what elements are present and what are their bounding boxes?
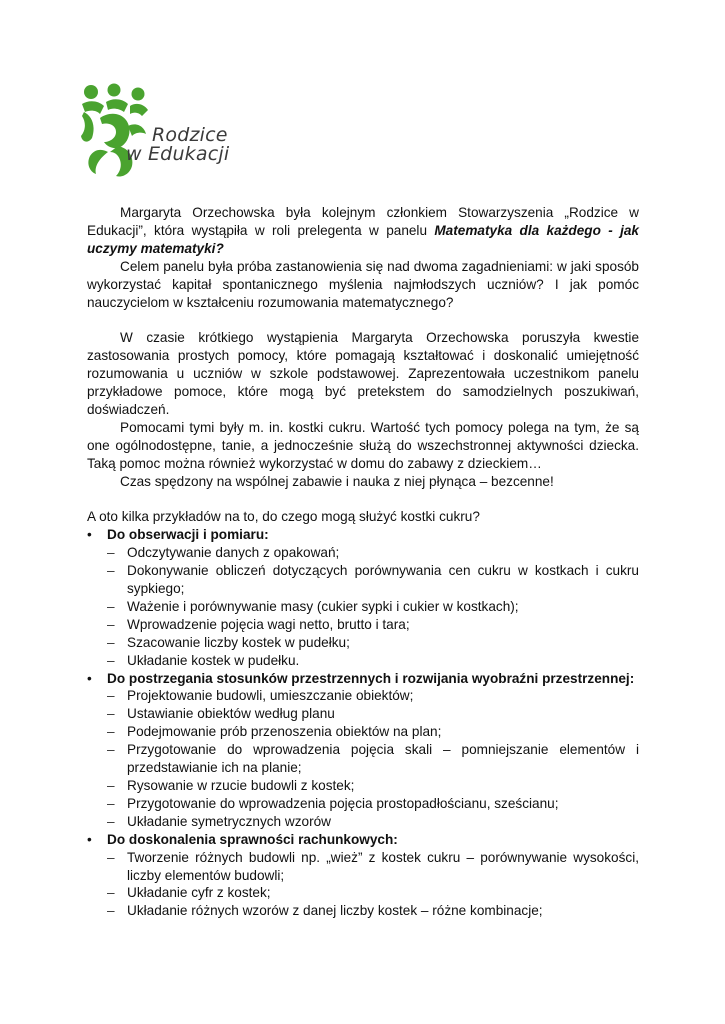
logo-text-line2: w Edukacji	[126, 143, 230, 165]
section-items	[107, 544, 639, 669]
list-item	[107, 687, 639, 705]
dash-icon: –	[107, 777, 115, 793]
paragraph-talk: W czasie krótkiego wystąpienia Margaryta Orzechowska poruszyła kwestie zastosowania prostych pomocy, które pomagają kształtować i doskonalić umiejętność rozumowania u uczniów w szkole podstawowej. Zaprezentowała uczestnikom panelu przykładowe pomoce, które mogą być pretekstem do samodzielnych poszukiwań, doświadczeń.	[87, 330, 639, 417]
dash-icon: –	[107, 903, 115, 919]
list-item-text: Dokonywanie obliczeń dotyczących porównywania cen cukru w kostkach i cukru sypkiego;	[127, 563, 639, 596]
list-item	[107, 795, 639, 813]
list-item	[107, 723, 639, 741]
dash-icon: –	[107, 598, 115, 614]
dash-icon: –	[107, 706, 115, 722]
list-item-text: Układanie różnych wzorów z danej liczby kostek – różne kombinacje;	[127, 903, 543, 919]
dash-icon: –	[107, 885, 115, 901]
list-item	[107, 813, 639, 831]
paragraph-intro-text: Margaryta Orzechowska była kolejnym członkiem Stowarzyszenia „Rodzice w Edukacji”, która wystąpiła w roli prelegenta w panelu	[87, 205, 639, 238]
list-item-text: Wprowadzenie pojęcia wagi netto, brutto i tara;	[127, 616, 410, 632]
panel-title: Matematyka dla każdego - jak uczymy matematyki?	[87, 222, 639, 256]
list-item	[107, 777, 639, 795]
bullet-icon: •	[87, 831, 92, 847]
spacer	[87, 311, 639, 329]
dash-icon: –	[107, 545, 115, 561]
list-item-text: Szacowanie liczby kostek w pudełku;	[127, 634, 350, 650]
list-item-text: Projektowanie budowli, umieszczanie obiektów;	[127, 688, 414, 704]
logo-figures-icon	[78, 82, 158, 182]
list-item-text: Podejmowanie prób przenoszenia obiektów na plan;	[127, 724, 442, 740]
list-item	[107, 616, 639, 634]
dash-icon: –	[107, 813, 115, 829]
dash-icon: –	[107, 724, 115, 740]
list-item-text: Odczytywanie danych z opakowań;	[127, 545, 340, 561]
dash-icon: –	[107, 634, 115, 650]
section-heading: Do obserwacji i pomiaru:	[107, 527, 269, 543]
dash-icon: –	[107, 742, 115, 758]
dash-icon: –	[107, 849, 115, 865]
dash-icon: –	[107, 652, 115, 668]
list-item	[107, 562, 639, 598]
list-item	[107, 598, 639, 616]
list-item-text: Układanie symetrycznych wzorów	[127, 813, 331, 829]
paragraph-sugar-cubes: Pomocami tymi były m. in. kostki cukru. Wartość tych pomocy polega na tym, że są one ogólnodostępne, tanie, a jednocześnie służą do wszechstronnej aktywności dziecka. Taką pomoc można również wykorzystać w domu do zabawy z dzieckiem…	[87, 419, 639, 471]
spacer	[87, 490, 639, 508]
list-item-text: Rysowanie w rzucie budowli z kostek;	[127, 777, 355, 793]
paragraph-intro	[87, 204, 639, 258]
list-item	[107, 544, 639, 562]
section-items	[107, 849, 639, 921]
paragraph-examples-question: A oto kilka przykładów na to, do czego mogą służyć kostki cukru?	[87, 509, 480, 525]
list-item-text: Tworzenie różnych budowli np. „wież” z kostek cukru – porównywanie wysokości, liczby elementów budowli;	[127, 849, 639, 883]
section-observation	[87, 526, 639, 669]
list-item-text: Przygotowanie do wprowadzenia pojęcia prostopadłościanu, sześcianu;	[127, 795, 559, 811]
bullet-icon: •	[87, 527, 92, 543]
dash-icon: –	[107, 563, 115, 579]
list-item	[107, 705, 639, 723]
section-items	[107, 687, 639, 830]
list-item	[107, 884, 639, 902]
list-item-text: Ważenie i porównywanie masy (cukier sypki i cukier w kostkach);	[127, 598, 519, 614]
list-item-text: Przygotowanie do wprowadzenia pojęcia skali – pomniejszanie elementów i przedstawianie ich na planie;	[127, 742, 639, 776]
list-item-text: Ustawianie obiektów według planu	[127, 706, 335, 722]
logo	[78, 82, 238, 182]
section-spatial	[87, 670, 639, 831]
logo-text-line1: Rodzice	[152, 124, 228, 146]
paragraph-goal: Celem panelu była próba zastanowienia się nad dwoma zagadnieniami: w jaki sposób wykorzystać kapitał spontanicznego myślenia najmłodszych uczniów? I jak pomóc nauczycielom w kształceniu rozumowania matematycznego?	[87, 258, 639, 310]
section-arithmetic	[87, 831, 639, 921]
dash-icon: –	[107, 616, 115, 632]
dash-icon: –	[107, 795, 115, 811]
document-body	[87, 204, 639, 920]
dash-icon: –	[107, 688, 115, 704]
bullet-icon: •	[87, 670, 92, 686]
list-item	[107, 849, 639, 885]
list-item-text: Układanie kostek w pudełku.	[127, 652, 300, 668]
section-heading: Do doskonalenia sprawności rachunkowych:	[107, 831, 398, 847]
section-heading: Do postrzegania stosunków przestrzennych i rozwijania wyobraźni przestrzennej:	[107, 670, 635, 686]
list-item	[107, 652, 639, 670]
list-item	[107, 634, 639, 652]
paragraph-priceless: Czas spędzony na wspólnej zabawie i nauka z niej płynąca – bezcenne!	[120, 473, 554, 489]
list-item	[107, 741, 639, 777]
list-item-text: Układanie cyfr z kostek;	[127, 885, 271, 901]
list-item	[107, 902, 639, 920]
examples-list	[87, 526, 639, 920]
